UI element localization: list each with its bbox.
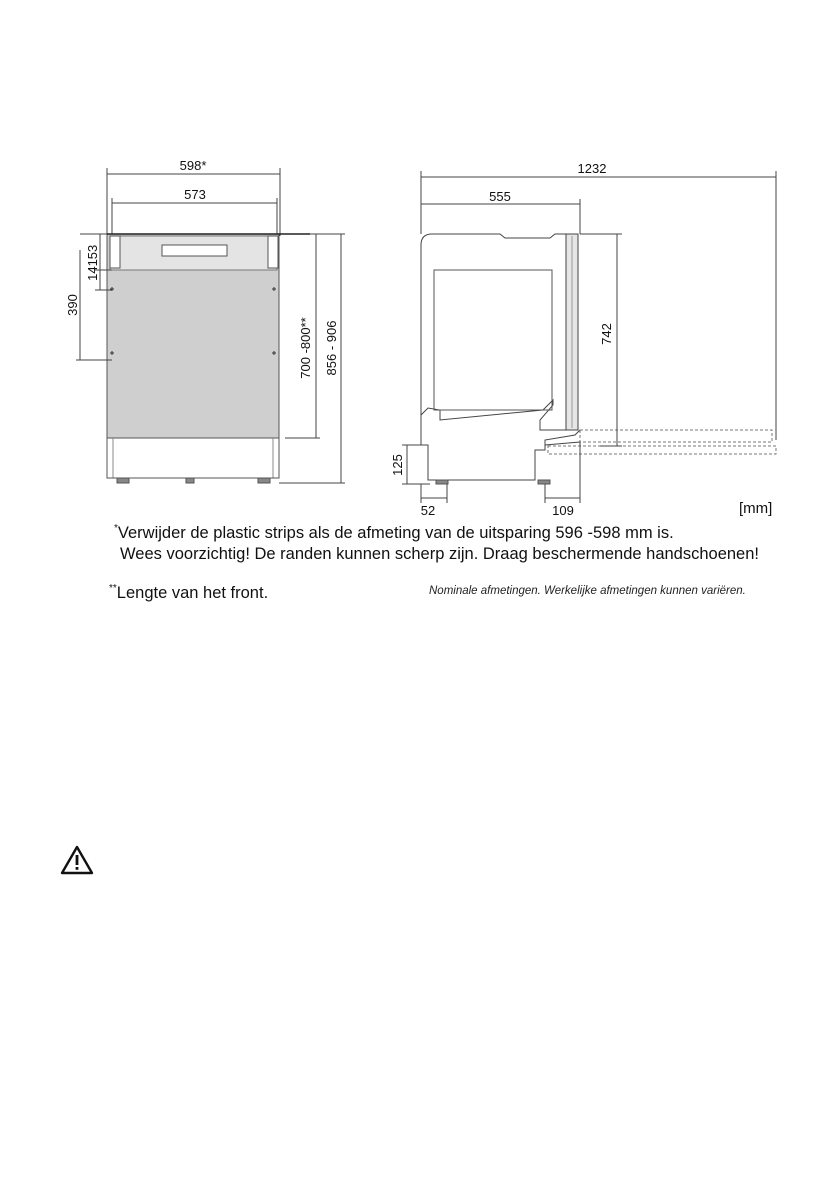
dim-door-height: 742: [599, 323, 614, 345]
note-1-mark: *: [114, 523, 118, 534]
dim-hole-2: 390: [65, 294, 80, 316]
dim-total-height: 856 - 906: [324, 320, 339, 376]
note-2-text: Lengte van het front.: [116, 584, 269, 602]
dim-width-inner: 573: [184, 187, 206, 202]
dim-plinth-height: 125: [390, 454, 405, 476]
unit-label: [mm]: [739, 500, 773, 517]
dim-foot-offset: 52: [420, 503, 436, 518]
warning-icon: [60, 844, 94, 876]
side-view: [402, 171, 776, 503]
note-1-line-2: Wees voorzichtig! De randen kunnen scherp zijn. Draag beschermende handschoenen!: [120, 545, 759, 563]
dim-depth-open: 1232: [577, 161, 607, 176]
note-1: [114, 524, 674, 543]
dim-width-outer: 598*: [179, 158, 207, 173]
note-2-mark: **: [109, 583, 117, 594]
dim-top-offset: 53: [85, 244, 100, 260]
dim-depth: 555: [489, 189, 511, 204]
note-2: [109, 584, 268, 603]
dim-hole-1: 141: [85, 259, 100, 281]
dim-front-length: 700 -800**: [298, 317, 313, 379]
dim-front-offset: 109: [552, 503, 574, 518]
disclaimer: Nominale afmetingen. Werkelijke afmetingen kunnen variëren.: [429, 585, 746, 597]
note-1-line-1: Verwijder de plastic strips als de afmeting van de uitsparing 596 -598 mm is.: [117, 524, 674, 542]
